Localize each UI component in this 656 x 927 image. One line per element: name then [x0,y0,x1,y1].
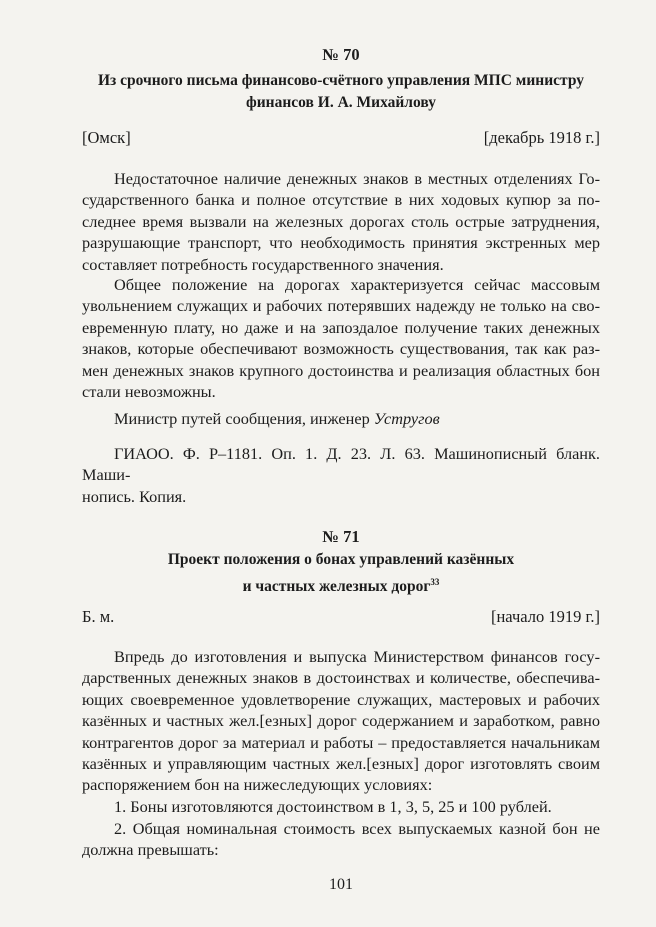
doc70-place: [Омск] [82,128,131,147]
doc70-number: № 70 [322,45,360,64]
doc70-p2-line: увольнением служащих и рабочих потерявших надежду не только на сво- [82,296,600,316]
signature-title: Министр путей сообщения, инженер [114,409,370,428]
doc70-title-line-1: Из срочного письма финансово-счётного управления МПС министру [97,72,585,89]
doc71-p1-line: дарственных денежных знаков в достоинствах и количестве, обеспечива- [82,668,600,688]
doc70-p1-line: Недостаточное наличие денежных знаков в местных отделениях Го- [114,169,600,188]
doc70-p1-line: составляет потребность государственного значения. [82,254,444,274]
doc71-p1-line: контрагентов дорог за материал и работы – предоставляется начальникам [82,732,600,752]
doc71-item-1 [82,796,600,817]
doc70-p2-line: мен денежных знаков крупного достоинства и реализация областных бон [82,360,600,380]
doc70-paragraph-1 [82,168,600,275]
doc70-p1-line: следнее время вызвали на железных дорогах столь острые затруднения, [82,211,600,231]
doc71-p1-line: Впредь до изготовления и выпуска Министерством финансов госу- [114,647,600,666]
archive-line: нопись. Копия. [82,486,187,506]
doc70-signature [82,408,632,429]
doc70-title [82,70,600,114]
doc70-place-date [82,128,600,148]
footnote-reference: 33 [430,577,440,587]
doc70-title-line-2: финансов И. А. Михайлову [246,94,436,111]
item-2-line: 2. Общая номинальная стоимость всех выпускаемых казной бон не [114,819,600,838]
doc70-p2-line: стали невозможны. [82,382,216,402]
doc70-p2-line: знаков, которые обеспечивают возможность существования, так как раз- [82,339,600,359]
doc70-date: [декабрь 1918 г.] [483,128,600,147]
doc71-date: [начало 1919 г.] [490,607,600,626]
doc70-p2-line: Общее положение на дорогах характеризуется сейчас массовым [114,275,600,294]
doc70-p1-line: разрушающие транспорт, что необходимость принятия экстренных мер [82,233,600,253]
doc71-title-line-1: Проект положения о бонах управлений казённых [167,551,515,568]
doc70-p2-line: евременную плату, но даже и на запоздалое получение таких денежных [82,317,600,337]
archive-line: ГИАОО. Ф. Р–1181. Оп. 1. Д. 23. Л. 63. Машинописный бланк. Маши- [82,444,600,485]
doc71-p1-line: казённых и управляющим частных жел.[езных] дорог изготовлять своим [82,754,600,774]
item-1-line: 1. Боны изготовляются достоинством в 1, 3, 5, 25 и 100 рублей. [114,797,552,816]
page-number: 101 [329,876,353,893]
doc71-item-2 [82,818,600,861]
doc71-title [82,549,600,598]
doc70-archive-note [82,443,600,507]
item-2-line: должна превышать: [82,840,219,860]
doc70-p1-line: сударственного банка и полное отсутствие в них ходовых купюр за по- [82,190,600,210]
doc71-p1-line: ющих своевременное удовлетворение служащих, мастеровых и рабочих [82,689,600,709]
doc71-place: Б. м. [82,607,115,626]
doc71-number: № 71 [322,527,360,546]
doc70-paragraph-2 [82,274,600,402]
doc71-p1-line: распоряжением бон на нижеследующих условиях: [82,775,433,795]
doc71-paragraph-1 [82,646,600,796]
doc71-place-date [82,607,600,627]
doc71-title-line-2 [82,571,600,598]
doc71-p1-line: казённых и частных жел.[езных] дорог содержанием и заработком, равно [82,711,600,731]
doc71-title-line-2-text: и частных железных дорог [242,578,431,596]
signature-name: Устругов [373,409,440,428]
